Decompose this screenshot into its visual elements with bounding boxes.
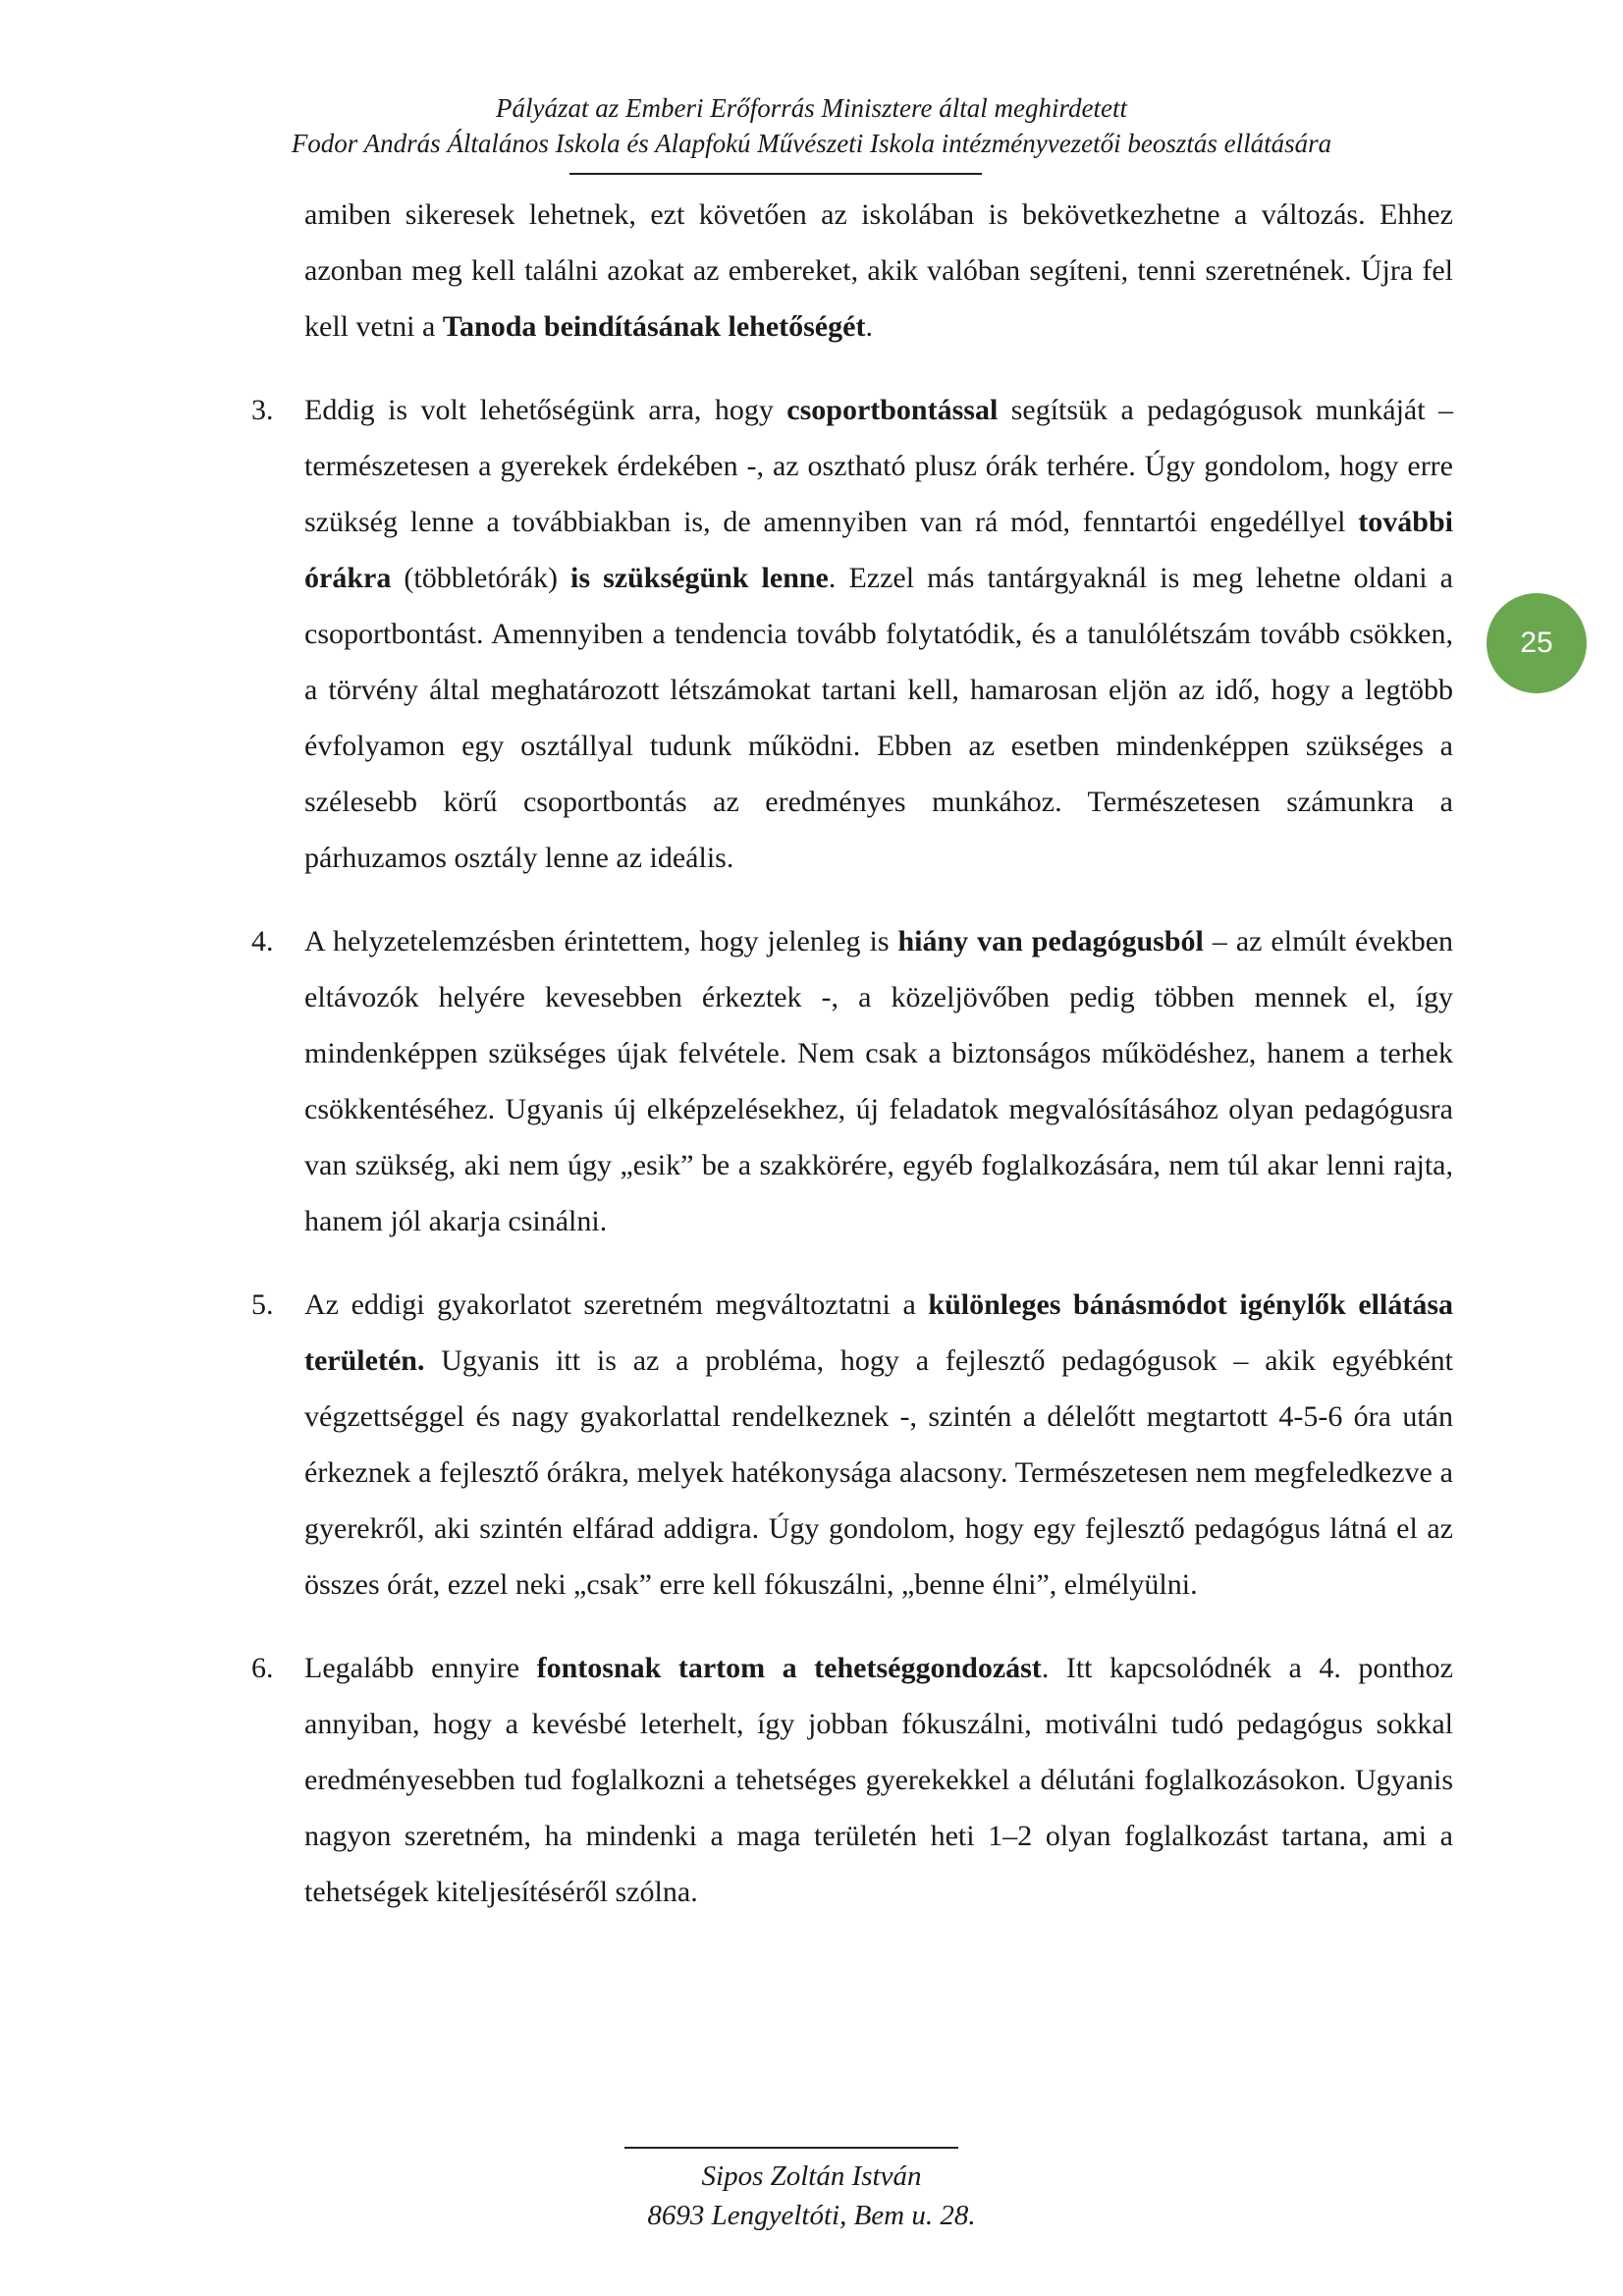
- item-emphasis: további órákra: [304, 506, 1453, 594]
- numbered-list: [251, 382, 1454, 1920]
- footer-name: Sipos Zoltán István: [701, 2160, 922, 2192]
- item-emphasis: fontosnak tartom a tehetséggondozást: [536, 1652, 1042, 1684]
- page-header: [0, 90, 1623, 161]
- item-number: 4.: [251, 925, 274, 957]
- intro-paragraph: amiben sikeresek lehetnek, ezt követően az iskolában is bekövetkezhetne a változás. Ehhez azonban meg kell találni azokat az embereket, akik valóban segíteni, tenni szeretnének. Újra fel kell vetni a Tanoda beindításának lehetőségét.: [304, 198, 1453, 343]
- footer-address: 8693 Lengyeltóti, Bem u. 28.: [647, 2200, 976, 2231]
- document-body: [251, 187, 1454, 1947]
- list-item-5: 5. Az eddigi gyakorlatot szeretném megváltoztatni a különleges bánásmódot igénylők ellátása területén. Ugyanis itt is az a probléma, hogy a fejlesztő pedagógusok – akik egyébként végzettséggel és nagy gyakorlattal rendelkeznek -, szintén a délelőtt megtartott 4-5-6 óra után érkeznek a fejlesztő órákra, melyek hatékonysága alacsony. Természetesen nem megfeledkezve a gyerekről, aki szintén elfárad addigra. Úgy gondolom, hogy egy fejlesztő pedagógus látná el az összes órát, ezzel neki „csak” erre kell fókuszálni, „benne élni”, elmélyülni.: [304, 1277, 1453, 1613]
- item-number: 6.: [251, 1652, 274, 1684]
- item-emphasis: hiány van pedagógusból: [897, 925, 1204, 957]
- footer-rule: [624, 2147, 958, 2149]
- item-emphasis: különleges bánásmódot igénylők ellátása területén.: [304, 1288, 1453, 1377]
- header-line-1: Pályázat az Emberi Erőforrás Minisztere által meghirdetett: [496, 93, 1127, 123]
- header-rule: [569, 173, 982, 175]
- page-footer: [0, 2157, 1623, 2235]
- list-item-3: 3. Eddig is volt lehetőségünk arra, hogy csoportbontással segítsük a pedagógusok munkáját – természetesen a gyerekek érdekében -, az osztható plusz órák terhére. Úgy gondolom, hogy erre szükség lenne a továbbiakban is, de amennyiben van rá mód, fenntartói engedéllyel további órákra (többletórák) is szükségünk lenne. Ezzel más tantárgyaknál is meg lehetne oldani a csoportbontást. Amennyiben a tendencia tovább folytatódik, és a tanulólétszám tovább csökken, a törvény által meghatározott létszámokat tartani kell, hamarosan eljön az idő, hogy a legtöbb évfolyamon egy osztállyal tudunk működni. Ebben az esetben mindenképpen szükséges a szélesebb körű csoportbontás az eredményes munkához. Természetesen számunkra a párhuzamos osztály lenne az ideális.: [304, 382, 1453, 886]
- intro-emphasis: Tanoda beindításának lehetőségét: [442, 310, 866, 343]
- item-number: 5.: [251, 1288, 274, 1321]
- item-number: 3.: [251, 394, 274, 426]
- item-emphasis: csoportbontással: [786, 394, 999, 426]
- item-emphasis: is szükségünk lenne: [570, 562, 829, 594]
- header-line-2: Fodor András Általános Iskola és Alapfokú Művészeti Iskola intézményvezetői beosztás ellátására: [291, 129, 1332, 158]
- list-item-4: 4. A helyzetelemzésben érintettem, hogy jelenleg is hiány van pedagógusból – az elmúlt években eltávozók helyére kevesebben érkeztek -, a közeljövőben pedig többen mennek el, így mindenképpen szükséges újak felvétele. Nem csak a biztonságos működéshez, hanem a terhek csökkentéséhez. Ugyanis új elképzelésekhez, új feladatok megvalósításához olyan pedagógusra van szükség, aki nem úgy „esik” be a szakkörére, egyéb foglalkozására, nem túl akar lenni rajta, hanem jól akarja csinálni.: [304, 913, 1453, 1249]
- list-item-6: 6. Legalább ennyire fontosnak tartom a tehetséggondozást. Itt kapcsolódnék a 4. ponthoz annyiban, hogy a kevésbé leterhelt, így jobban fókuszálni, motiválni tudó pedagógus sokkal eredményesebben tud foglalkozni a tehetséges gyerekekkel a délutáni foglalkozásokon. Ugyanis nagyon szeretném, ha mindenki a maga területén heti 1–2 olyan foglalkozást tartana, ami a tehetségek kiteljesítéséről szólna.: [304, 1640, 1453, 1920]
- page-number-badge: 25: [1487, 593, 1587, 693]
